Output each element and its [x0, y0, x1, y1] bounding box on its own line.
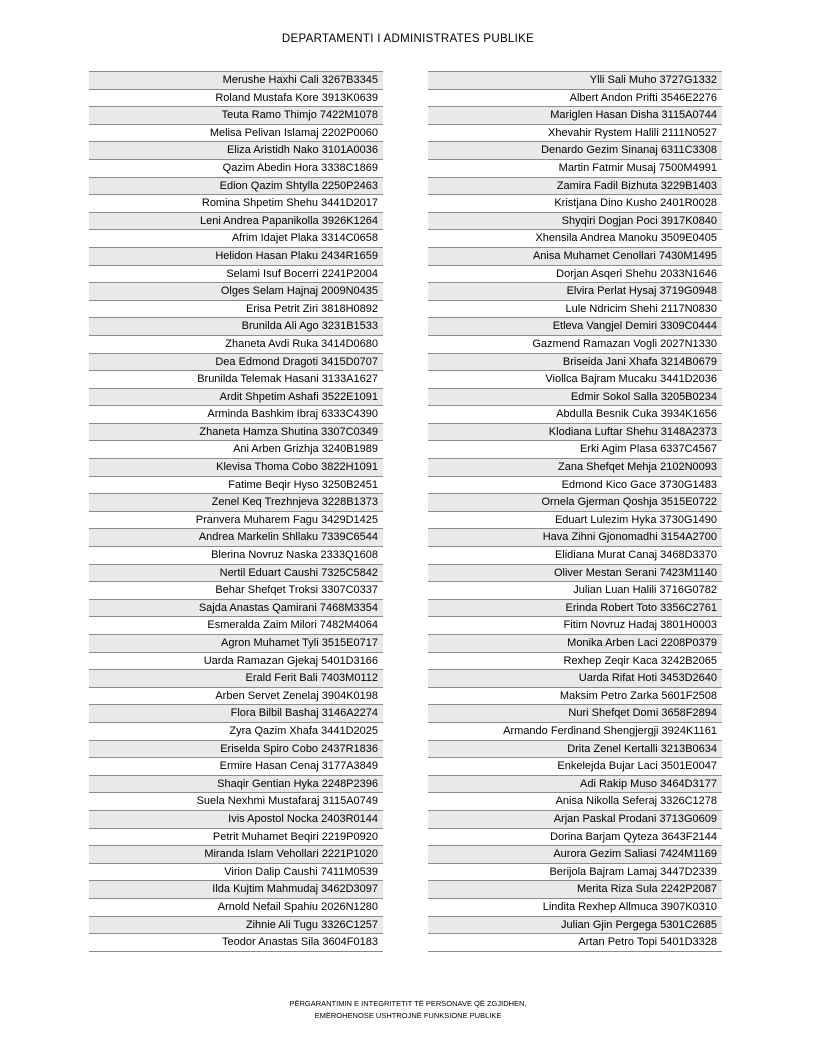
list-item: Leni Andrea Papanikolla 3926K1264 — [89, 213, 383, 231]
list-item: Julian Luan Halili 3716G0782 — [428, 582, 722, 600]
list-item: Merushe Haxhi Cali 3267B3345 — [89, 72, 383, 90]
list-item: Martin Fatmir Musaj 7500M4991 — [428, 160, 722, 178]
list-item: Petrit Muhamet Beqiri 2219P0920 — [89, 829, 383, 847]
list-item: Zamira Fadil Bizhuta 3229B1403 — [428, 178, 722, 196]
list-item: Brunilda Telemak Hasani 3133A1627 — [89, 371, 383, 389]
list-item: Ermire Hasan Cenaj 3177A3849 — [89, 758, 383, 776]
list-item: Nertil Eduart Caushi 7325C5842 — [89, 565, 383, 583]
footer-line-2: EMËROHENOSE USHTROJNË FUNKSIONE PUBLIKE — [314, 1011, 502, 1020]
list-item: Fatime Beqir Hyso 3250B2451 — [89, 477, 383, 495]
list-item: Nuri Shefqet Domi 3658F2894 — [428, 705, 722, 723]
list-item: Zihnie Ali Tugu 3326C1257 — [89, 917, 383, 935]
list-item: Ardit Shpetim Ashafi 3522E1091 — [89, 389, 383, 407]
list-item: Zenel Keq Trezhnjeva 3228B1373 — [89, 494, 383, 512]
list-item: Zhaneta Avdi Ruka 3414D0680 — [89, 336, 383, 354]
list-item: Albert Andon Prifti 3546E2276 — [428, 90, 722, 108]
list-item: Shyqiri Dogjan Poci 3917K0840 — [428, 213, 722, 231]
list-item: Kristjana Dino Kusho 2401R0028 — [428, 195, 722, 213]
list-item: Ilda Kujtim Mahmudaj 3462D3097 — [89, 881, 383, 899]
list-item: Drita Zenel Kertalli 3213B0634 — [428, 741, 722, 759]
list-item: Viollca Bajram Mucaku 3441D2036 — [428, 371, 722, 389]
list-item: Artan Petro Topi 5401D3328 — [428, 934, 722, 952]
list-item: Shaqir Gentian Hyka 2248P2396 — [89, 776, 383, 794]
list-item: Olges Selam Hajnaj 2009N0435 — [89, 283, 383, 301]
list-item: Rexhep Zeqir Kaca 3242B2065 — [428, 653, 722, 671]
list-item: Ani Arben Grizhja 3240B1989 — [89, 441, 383, 459]
list-item: Zana Shefqet Mehja 2102N0093 — [428, 459, 722, 477]
list-item: Ylli Sali Muho 3727G1332 — [428, 72, 722, 90]
list-item: Flora Bilbil Bashaj 3146A2274 — [89, 705, 383, 723]
list-item: Uarda Ramazan Gjekaj 5401D3166 — [89, 653, 383, 671]
list-item: Roland Mustafa Kore 3913K0639 — [89, 90, 383, 108]
list-item: Edion Qazim Shtylla 2250P2463 — [89, 178, 383, 196]
list-item: Merita Riza Sula 2242P2087 — [428, 881, 722, 899]
list-item: Mariglen Hasan Disha 3115A0744 — [428, 107, 722, 125]
list-item: Oliver Mestan Serani 7423M1140 — [428, 565, 722, 583]
list-item: Berijola Bajram Lamaj 3447D2339 — [428, 864, 722, 882]
list-item: Virion Dalip Caushi 7411M0539 — [89, 864, 383, 882]
list-item: Suela Nexhmi Mustafaraj 3115A0749 — [89, 793, 383, 811]
list-item: Xhensila Andrea Manoku 3509E0405 — [428, 230, 722, 248]
list-item: Etleva Vangjel Demiri 3309C0444 — [428, 318, 722, 336]
list-item: Monika Arben Laci 2208P0379 — [428, 635, 722, 653]
list-item: Blerina Novruz Naska 2333Q1608 — [89, 547, 383, 565]
list-item: Anisa Nikolla Seferaj 3326C1278 — [428, 793, 722, 811]
list-item: Arben Servet Zenelaj 3904K0198 — [89, 688, 383, 706]
list-item: Pranvera Muharem Fagu 3429D1425 — [89, 512, 383, 530]
list-item: Julian Gjin Pergega 5301C2685 — [428, 917, 722, 935]
list-item: Armando Ferdinand Shengjergji 3924K1161 — [428, 723, 722, 741]
list-item: Teuta Ramo Thimjo 7422M1078 — [89, 107, 383, 125]
list-item: Erki Agim Plasa 6337C4567 — [428, 441, 722, 459]
list-item: Gazmend Ramazan Vogli 2027N1330 — [428, 336, 722, 354]
list-item: Arnold Nefail Spahiu 2026N1280 — [89, 899, 383, 917]
list-item: Agron Muhamet Tyli 3515E0717 — [89, 635, 383, 653]
footer-line-1: PËRGARANTIMIN E INTEGRITETIT TË PERSONAVE QË ZGJIDHEN, — [289, 999, 527, 1008]
page-title: DEPARTAMENTI I ADMINISTRATES PUBLIKE — [281, 33, 535, 45]
list-item: Ivis Apostol Nocka 2403R0144 — [89, 811, 383, 829]
list-item: Behar Shefqet Troksi 3307C0337 — [89, 582, 383, 600]
page-footer — [0, 998, 816, 1022]
list-item: Afrim Idajet Plaka 3314C0658 — [89, 230, 383, 248]
list-item: Esmeralda Zaim Milori 7482M4064 — [89, 617, 383, 635]
list-item: Denardo Gezim Sinanaj 6311C3308 — [428, 142, 722, 160]
list-item: Edmir Sokol Salla 3205B0234 — [428, 389, 722, 407]
list-item: Abdulla Besnik Cuka 3934K1656 — [428, 406, 722, 424]
list-item: Helidon Hasan Plaku 2434R1659 — [89, 248, 383, 266]
list-item: Arjan Paskal Prodani 3713G0609 — [428, 811, 722, 829]
list-item: Lule Ndricim Shehi 2117N0830 — [428, 301, 722, 319]
list-item: Fitim Novruz Hadaj 3801H0003 — [428, 617, 722, 635]
right-name-list — [428, 71, 722, 952]
list-item: Miranda Islam Vehollari 2221P1020 — [89, 846, 383, 864]
list-item: Qazim Abedin Hora 3338C1869 — [89, 160, 383, 178]
list-item: Selami Isuf Bocerri 2241P2004 — [89, 266, 383, 284]
list-item: Dorjan Asqeri Shehu 2033N1646 — [428, 266, 722, 284]
list-item: Adi Rakip Muso 3464D3177 — [428, 776, 722, 794]
list-item: Elvira Perlat Hysaj 3719G0948 — [428, 283, 722, 301]
list-item: Arminda Bashkim Ibraj 6333C4390 — [89, 406, 383, 424]
list-item: Teodor Anastas Sila 3604F0183 — [89, 934, 383, 952]
list-item: Eliza Aristidh Nako 3101A0036 — [89, 142, 383, 160]
list-item: Zhaneta Hamza Shutina 3307C0349 — [89, 424, 383, 442]
list-item: Erinda Robert Toto 3356C2761 — [428, 600, 722, 618]
list-item: Andrea Markelin Shllaku 7339C6544 — [89, 529, 383, 547]
list-item: Enkelejda Bujar Laci 3501E0047 — [428, 758, 722, 776]
list-item: Sajda Anastas Qamirani 7468M3354 — [89, 600, 383, 618]
list-item: Ornela Gjerman Qoshja 3515E0722 — [428, 494, 722, 512]
list-item: Zyra Qazim Xhafa 3441D2025 — [89, 723, 383, 741]
list-item: Dea Edmond Dragoti 3415D0707 — [89, 354, 383, 372]
list-item: Uarda Rifat Hoti 3453D2640 — [428, 670, 722, 688]
list-item: Romina Shpetim Shehu 3441D2017 — [89, 195, 383, 213]
list-item: Aurora Gezim Saliasi 7424M1169 — [428, 846, 722, 864]
list-item: Elidiana Murat Canaj 3468D3370 — [428, 547, 722, 565]
list-item: Anisa Muhamet Cenollari 7430M1495 — [428, 248, 722, 266]
list-item: Melisa Pelivan Islamaj 2202P0060 — [89, 125, 383, 143]
list-item: Edmond Kico Gace 3730G1483 — [428, 477, 722, 495]
list-item: Dorina Barjam Qyteza 3643F2144 — [428, 829, 722, 847]
list-item: Lindita Rexhep Allmuca 3907K0310 — [428, 899, 722, 917]
list-item: Brunilda Ali Ago 3231B1533 — [89, 318, 383, 336]
list-item: Briseida Jani Xhafa 3214B0679 — [428, 354, 722, 372]
list-item: Eriselda Spiro Cobo 2437R1836 — [89, 741, 383, 759]
left-name-list — [89, 71, 383, 952]
list-item: Xhevahir Rystem Halili 2111N0527 — [428, 125, 722, 143]
list-item: Klevisa Thoma Cobo 3822H1091 — [89, 459, 383, 477]
list-item: Eduart Lulezim Hyka 3730G1490 — [428, 512, 722, 530]
list-item: Erald Ferit Bali 7403M0112 — [89, 670, 383, 688]
list-item: Erisa Petrit Ziri 3818H0892 — [89, 301, 383, 319]
list-item: Hava Zihni Gjonomadhi 3154A2700 — [428, 529, 722, 547]
list-item: Klodiana Luftar Shehu 3148A2373 — [428, 424, 722, 442]
list-item: Maksim Petro Zarka 5601F2508 — [428, 688, 722, 706]
